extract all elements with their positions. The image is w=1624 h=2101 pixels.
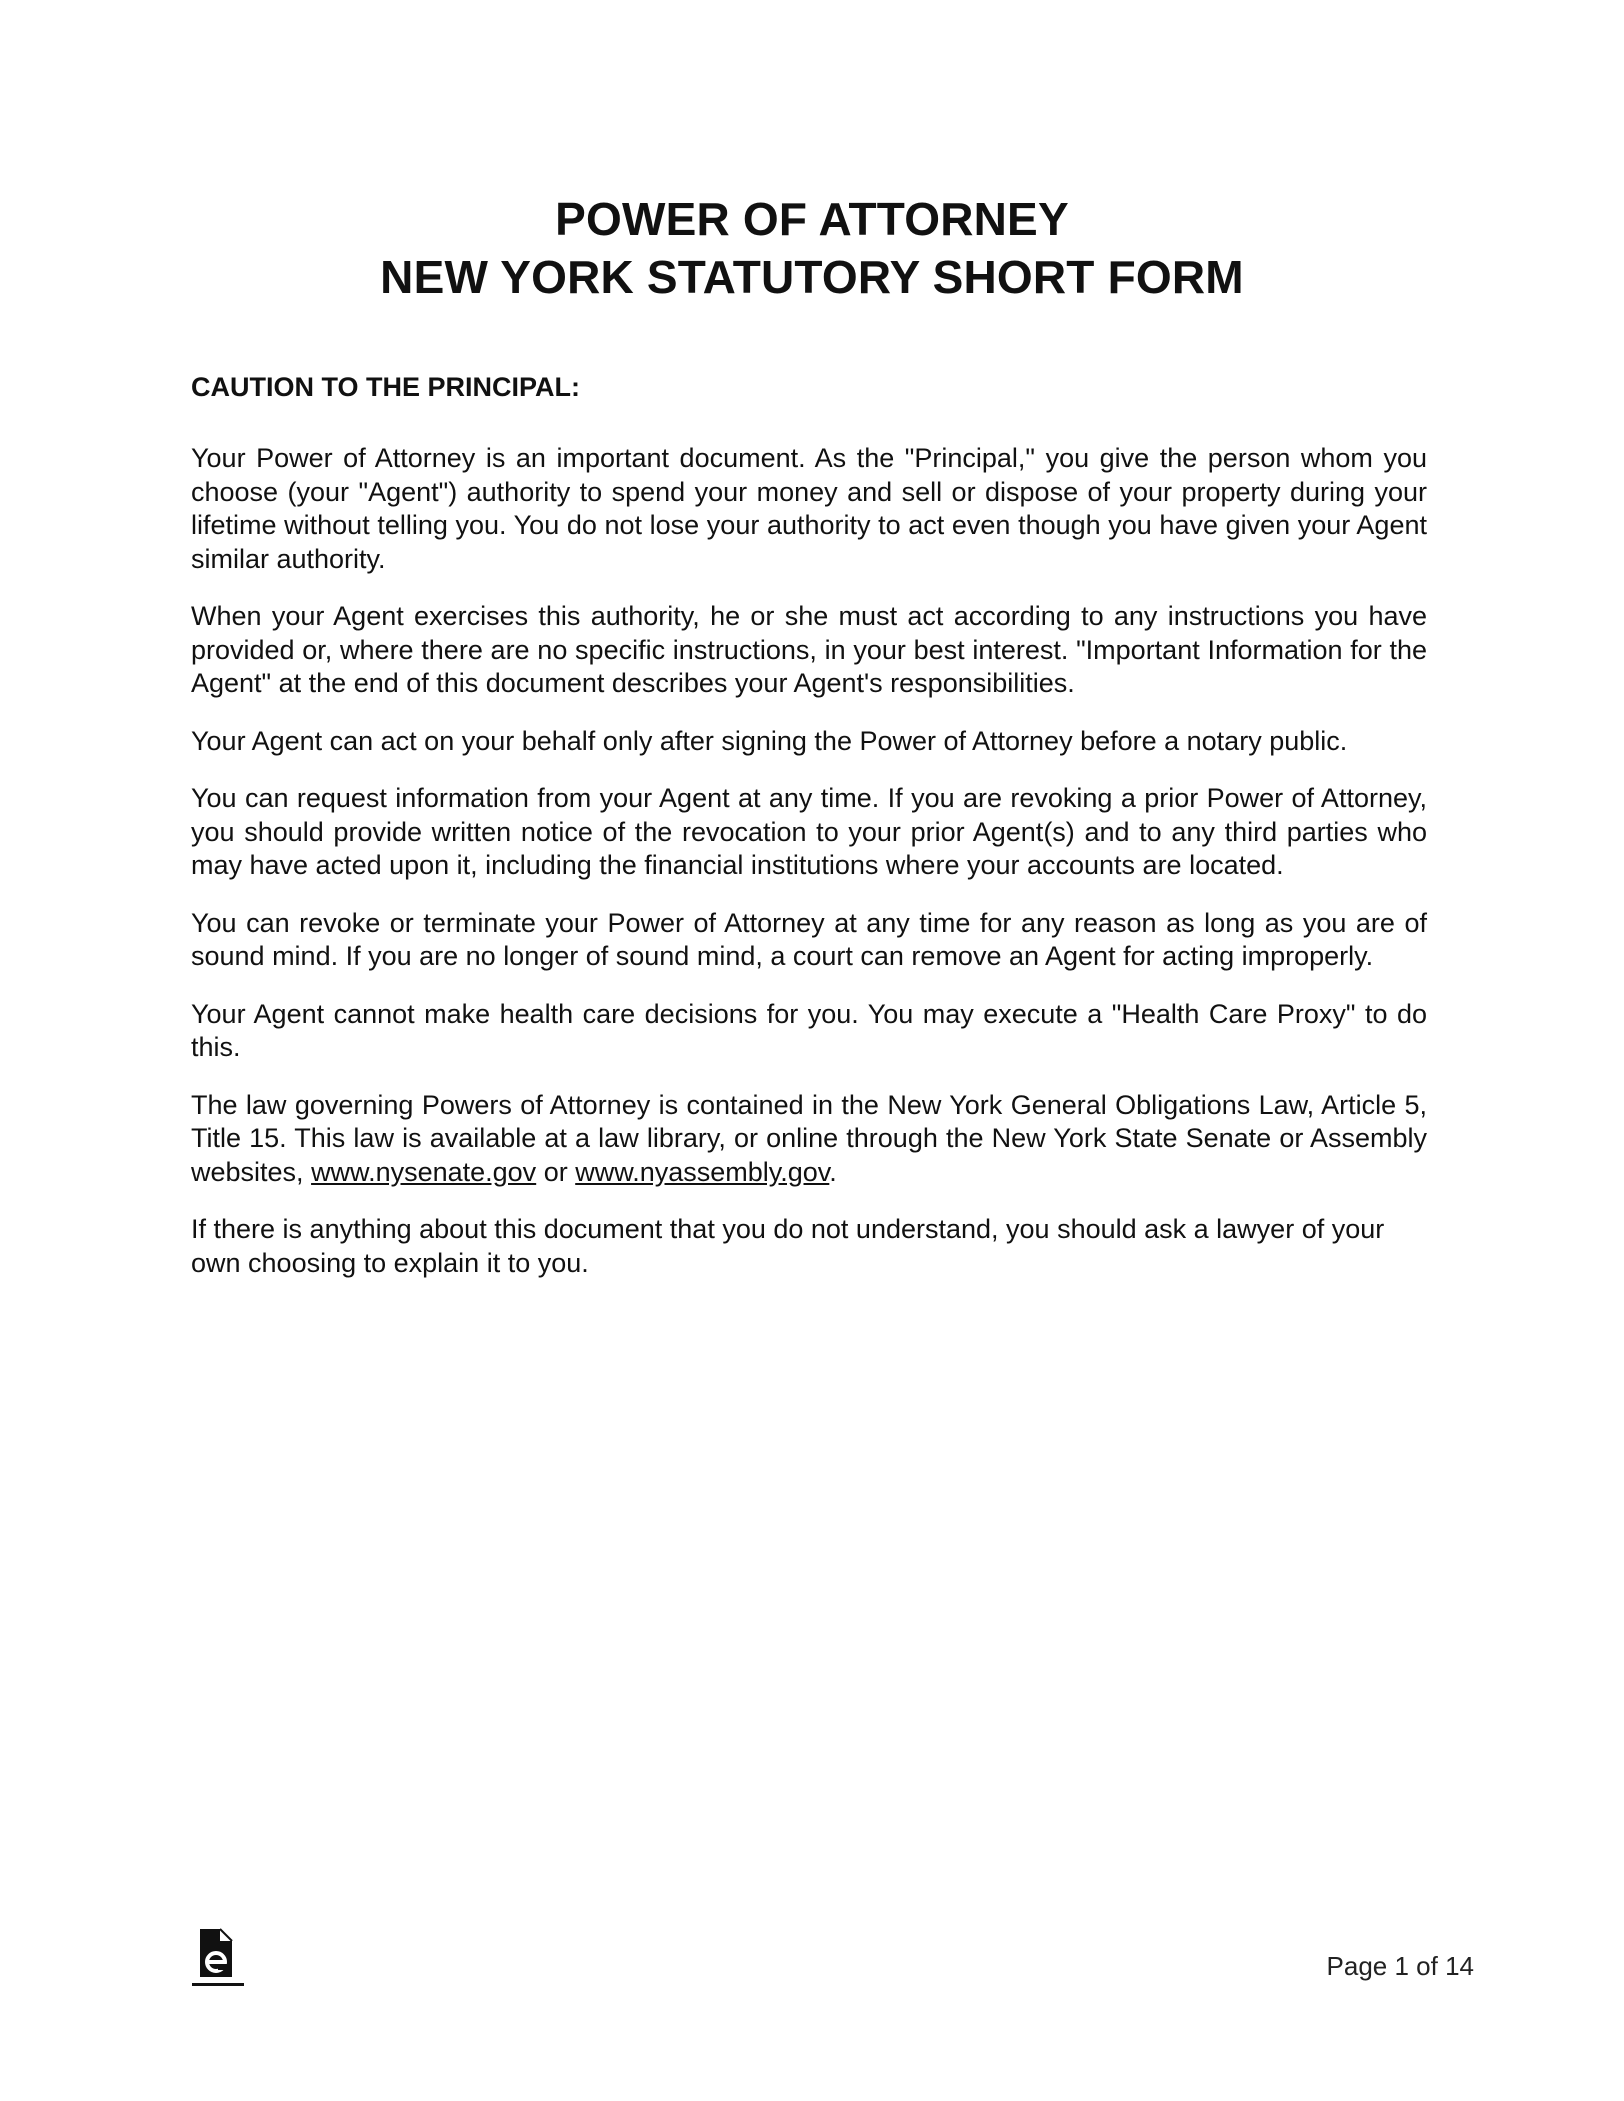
- title-line-1: POWER OF ATTORNEY: [555, 193, 1069, 245]
- paragraph-notary: Your Agent can act on your behalf only after signing the Power of Attorney before a notary public.: [191, 725, 1348, 756]
- document-title: [0, 190, 1624, 306]
- page-number: Page 1 of 14: [1326, 1951, 1474, 1981]
- document-body: [191, 370, 1427, 1304]
- nyassembly-link[interactable]: www.nyassembly.gov: [575, 1156, 830, 1187]
- paragraph-principal-authority: Your Power of Attorney is an important document. As the "Principal," you give the person whom you choose (your "Agent") authority to spend your money and sell or dispose of your property during your lifetime without telling you. You do not lose your authority to act even though you have given your Agent similar authority.: [191, 443, 1427, 574]
- paragraph-ask-lawyer: If there is anything about this document that you do not understand, you should ask a lawyer of your own choosing to explain it to you.: [191, 1214, 1385, 1278]
- paragraph-request-information: You can request information from your Agent at any time. If you are revoking a prior Power of Attorney, you should provide written notice of the revocation to your prior Agent(s) and to any third parties who may have acted upon it, including the financial institutions where your accounts are located.: [191, 783, 1427, 880]
- paragraph-agent-duties: When your Agent exercises this authority, he or she must act according to any instructions you have provided or, where there are no specific instructions, in your best interest. "Important Information for the Agent" at the end of this document describes your Agent's responsibilities.: [191, 601, 1427, 698]
- paragraph-health-care: Your Agent cannot make health care decisions for you. You may execute a "Health Care Proxy" to do this.: [191, 998, 1427, 1062]
- title-line-2: NEW YORK STATUTORY SHORT FORM: [380, 251, 1244, 303]
- caution-heading: CAUTION TO THE PRINCIPAL:: [191, 372, 580, 402]
- paragraph-governing-law: [191, 1089, 1427, 1190]
- governing-law-text: The law governing Powers of Attorney is contained in the New York General Obligations Law, Article 5, Title 15. This law is available at a law library, or online through the New York State Senate or Assembly websites,: [191, 1089, 1427, 1187]
- nysenate-link[interactable]: www.nysenate.gov: [311, 1156, 537, 1187]
- governing-law-end: .: [829, 1156, 837, 1187]
- paragraph-revoke: You can revoke or terminate your Power of Attorney at any time for any reason as long as you are of sound mind. If you are no longer of sound mind, a court can remove an Agent for acting improperly.: [191, 907, 1427, 971]
- document-e-logo-icon: [190, 1925, 246, 1989]
- governing-law-or: or: [536, 1156, 576, 1187]
